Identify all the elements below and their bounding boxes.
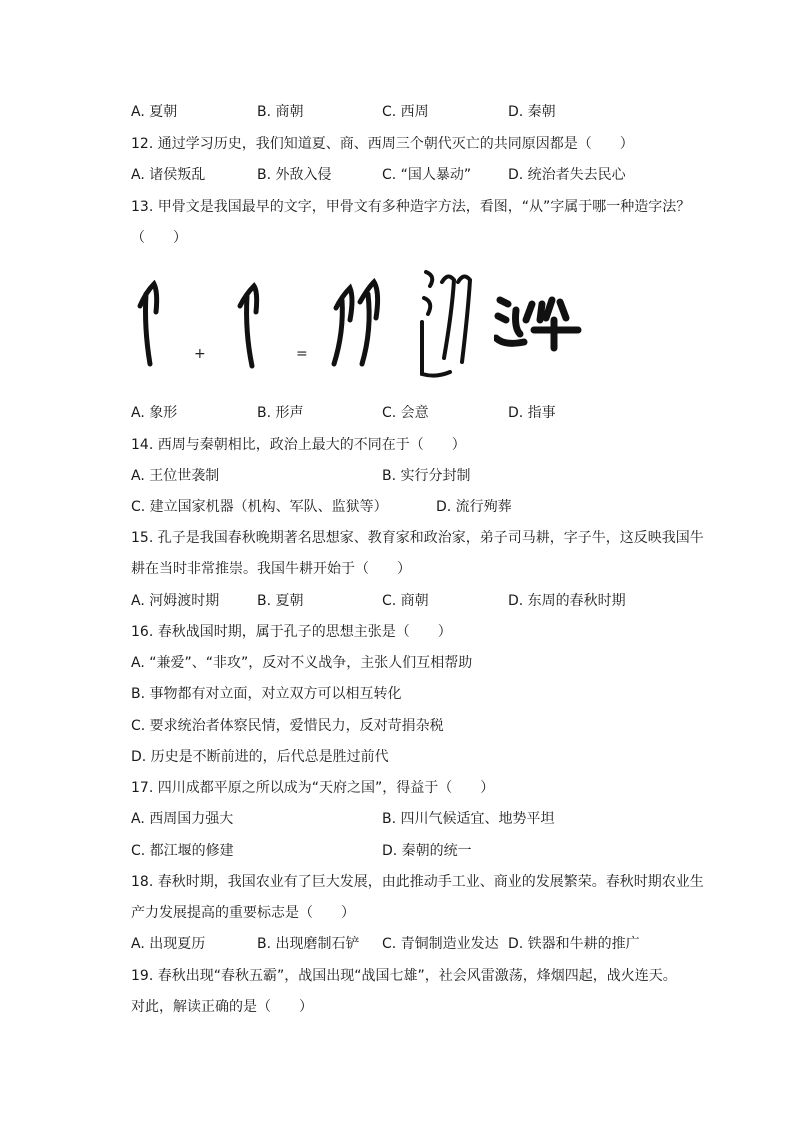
oracle-bone-figure (120, 258, 600, 388)
option-b: B. 夏朝 (257, 593, 304, 609)
option-b: B. 出现磨制石铲 (257, 936, 360, 952)
oracle-cong-glyph (328, 268, 388, 372)
option-a: A. 夏朝 (131, 104, 178, 120)
question-12-stem: 12. 通过学习历史，我们知道夏、商、西周三个朝代灭亡的共同原因都是（ ） (131, 136, 634, 152)
question-13-stem-continued: （ ） (131, 230, 187, 246)
question-14-stem: 14. 西周与秦朝相比，政治上最大的不同在于（ ） (131, 437, 466, 453)
plus-sign: + (194, 346, 206, 362)
oracle-person-glyph (126, 278, 166, 368)
option-d: D. 秦朝的统一 (382, 843, 472, 859)
option-b: B. 形声 (257, 405, 304, 421)
option-b: B. 四川气候适宜、地势平坦 (382, 811, 555, 827)
equals-sign: = (296, 346, 308, 362)
seal-script-glyph (416, 262, 476, 386)
option-a: A. 象形 (131, 405, 178, 421)
option-a: A. 西周国力强大 (131, 811, 234, 827)
option-b: B. 外敌入侵 (257, 167, 332, 183)
option-a: A. “兼爱”、“非攻”，反对不义战争，主张人们互相帮助 (131, 655, 473, 671)
oracle-person-glyph (228, 280, 268, 370)
option-c: C. 青铜制造业发达 (382, 936, 499, 952)
option-b: B. 商朝 (257, 104, 304, 120)
question-19-stem-continued: 对此，解读正确的是（ ） (131, 999, 313, 1015)
option-a: A. 河姆渡时期 (131, 593, 220, 609)
clerical-script-glyph (494, 290, 584, 354)
option-d: D. 流行殉葬 (436, 499, 512, 515)
option-c: C. 商朝 (382, 593, 429, 609)
question-15-stem-continued: 耕在当时非常推崇。我国牛耕开始于（ ） (131, 561, 411, 577)
option-a: A. 王位世袭制 (131, 468, 220, 484)
option-a: A. 诸侯叛乱 (131, 167, 206, 183)
option-c: C. “国人暴动” (382, 167, 472, 183)
option-d: D. 统治者失去民心 (508, 167, 626, 183)
question-18-stem-continued: 产力发展提高的重要标志是（ ） (131, 905, 355, 921)
option-b: B. 事物都有对立面，对立双方可以相互转化 (131, 686, 402, 702)
option-d: D. 秦朝 (508, 104, 556, 120)
option-b: B. 实行分封制 (382, 468, 471, 484)
option-d: D. 历史是不断前进的，后代总是胜过前代 (131, 749, 389, 765)
option-a: A. 出现夏历 (131, 936, 206, 952)
question-13-stem: 13. 甲骨文是我国最早的文字，甲骨文有多种造字方法，看图，“从”字属于哪一种造字法？ (131, 199, 691, 215)
question-19-stem: 19. 春秋出现“春秋五霸”，战国出现“战国七雄”，社会风雷激荡，烽烟四起，战火连天。 (131, 968, 677, 984)
option-c: C. 会意 (382, 405, 429, 421)
option-c: C. 都江堰的修建 (131, 843, 234, 859)
option-d: D. 东周的春秋时期 (508, 593, 626, 609)
question-15-stem: 15. 孔子是我国春秋晚期著名思想家、教育家和政治家，弟子司马耕，字子牛，这反映我国牛 (131, 530, 704, 546)
option-c: C. 西周 (382, 104, 429, 120)
question-18-stem: 18. 春秋时期，我国农业有了巨大发展，由此推动手工业、商业的发展繁荣。春秋时期农业生 (131, 874, 704, 890)
option-c: C. 要求统治者体察民情，爱惜民力，反对苛捐杂税 (131, 718, 444, 734)
option-d: D. 指事 (508, 405, 556, 421)
question-16-stem: 16. 春秋战国时期，属于孔子的思想主张是（ ） (131, 624, 452, 640)
question-17-stem: 17. 四川成都平原之所以成为“天府之国”，得益于（ ） (131, 780, 495, 796)
option-d: D. 铁器和牛耕的推广 (508, 936, 640, 952)
option-c: C. 建立国家机器（机构、军队、监狱等） (131, 499, 388, 515)
